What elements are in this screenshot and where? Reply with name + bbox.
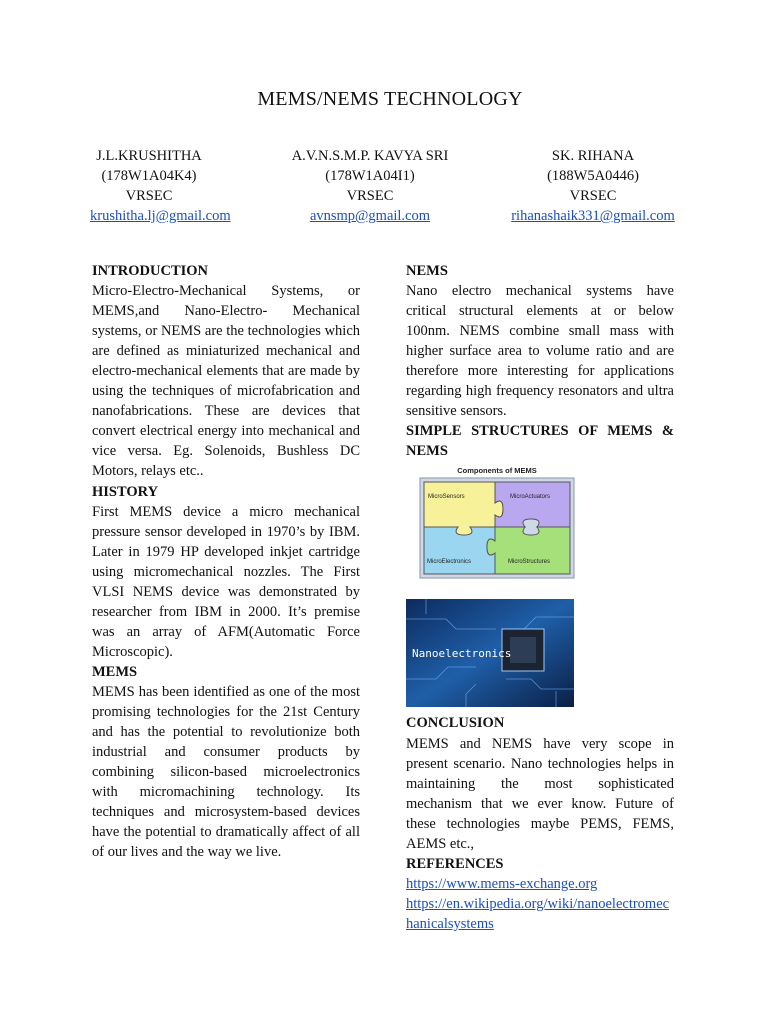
section-body: Nano electro mechanical systems have critical structural elements at or below 100nm. NEMS combine small mass with higher surface area to volume ratio and are therefore more interesting for applications regarding high frequency resonators and ultra sensitive sensors. bbox=[406, 283, 674, 420]
section-heading: NEMS bbox=[406, 263, 448, 279]
author-affiliation: VRSEC bbox=[569, 188, 617, 204]
figure-piece-label: MicroElectronics bbox=[427, 559, 472, 566]
mems-components-figure bbox=[412, 463, 582, 583]
author-id: (178W1A04K4) bbox=[101, 168, 197, 184]
section-heading: HISTORY bbox=[92, 483, 159, 500]
reference-link[interactable]: https://www.mems-exchange.org bbox=[406, 875, 598, 892]
section-heading: REFERENCES bbox=[406, 855, 504, 872]
author-id: (178W1A04I1) bbox=[325, 168, 415, 184]
figure-label: Nanoelectronics bbox=[412, 647, 512, 661]
nanoelectronics-figure bbox=[406, 599, 574, 707]
author-affiliation: VRSEC bbox=[125, 188, 173, 204]
section-heading: MEMS bbox=[92, 663, 138, 680]
author-block bbox=[90, 146, 231, 226]
figure-piece-label: MicroStructures bbox=[508, 559, 551, 566]
author-name: SK. RIHANA bbox=[551, 148, 635, 164]
figure-piece-label: MicroSensors bbox=[428, 494, 465, 501]
figure-piece-label: MicroActuators bbox=[510, 494, 551, 501]
author-id: (188W5A0446) bbox=[547, 168, 639, 184]
section-body: First MEMS device a micro mechanical pressure sensor developed in 1970’s by IBM. Later in 1979 HP developed inkjet cartridge using micromechanical nozzles. The First VLSI NEMS device was demonstrated by researcher from IBM in 2000. It’s premise was an array of AFM(Automatic Force Microscopic). bbox=[92, 503, 360, 660]
author-affiliation: VRSEC bbox=[346, 188, 394, 204]
paper-title: MEMS/NEMS TECHNOLOGY bbox=[257, 88, 523, 110]
figure-title: Components of MEMS bbox=[457, 466, 537, 476]
author-name: A.V.N.S.M.P. KAVYA SRI bbox=[291, 148, 449, 164]
author-email-link[interactable]: krushitha.lj@gmail.com bbox=[90, 208, 231, 224]
reference-link[interactable]: https://en.wikipedia.org/wiki/nanoelectromechanicalsystems bbox=[406, 895, 670, 932]
author-email-link[interactable]: avnsmp@gmail.com bbox=[309, 208, 431, 224]
section-body: MEMS has been identified as one of the most promising technologies for the 21st Century and has the potential to revolutionize both industrial and consumer products by combining silicon-based microelectronics with micromachining technology. Its techniques and microsystem-based devices have the potential to dramatically affect of all of our lives and the way we live. bbox=[92, 683, 360, 861]
section-heading: SIMPLE STRUCTURES OF MEMS & NEMS bbox=[406, 423, 674, 460]
section-body: Micro-Electro-Mechanical Systems, or MEMS,and Nano-Electro- Mechanical systems, or NEMS are the technologies which are defined as miniaturized mechanical and electro-mechanical elements that are made by using the techniques of microfabrication and nanofabrications. These are devices that convert electrical energy into mechanical and vice versa. Eg. Solenoids, Bushless DC Motors, relays etc.. bbox=[92, 283, 360, 480]
section-heading: CONCLUSION bbox=[406, 715, 505, 732]
right-column bbox=[406, 261, 674, 934]
author-email-link[interactable]: rihanashaik331@gmail.com bbox=[511, 208, 675, 224]
left-column bbox=[92, 261, 360, 862]
author-name: J.L.KRUSHITHA bbox=[96, 148, 202, 164]
section-body: MEMS and NEMS have very scope in present scenario. Nano technologies helps in maintaining the most sophisticated mechanism that we ever know. Future of these technologies maybe PEMS, FEMS, AEMS etc., bbox=[406, 735, 674, 852]
author-block bbox=[510, 146, 676, 226]
author-block bbox=[270, 146, 470, 226]
section-heading: INTRODUCTION bbox=[92, 263, 209, 279]
